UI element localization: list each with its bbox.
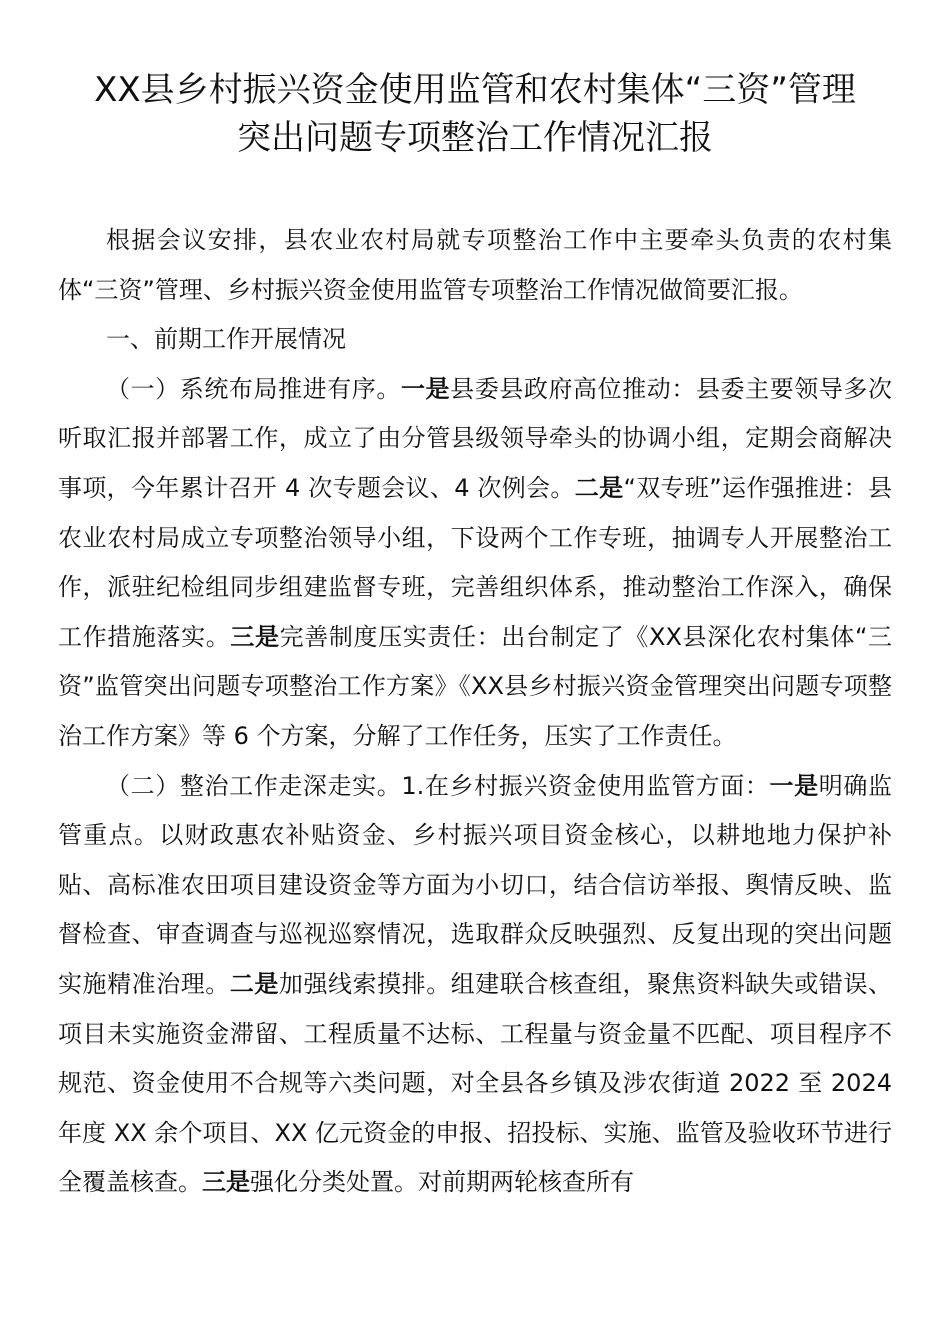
paragraph-system-layout — [58, 365, 892, 762]
point-text: 完善制度压实责任：出台制定了《XX县深化农村集体“三资”监管突出问题专项整治工作方案》《XX县乡村振兴资金管理突出问题专项整治工作方案》等 6 个方案，分解了工作任务，压实了工作责任。 — [58, 622, 893, 750]
point-text: 加强线索摸排。组建联合核查组，聚焦资料缺失或错误、项目未实施资金滞留、工程质量不达标、工程量与资金量不匹配、项目程序不规范、资金使用不合规等六类问题，对全县各乡镇及涉农街道 2022 至 2024 年度 XX 余个项目、XX 亿元资金的申报、招投标、实施、监管及验收环节进行全覆盖核查。 — [58, 969, 893, 1197]
title-line-1: XX县乡村振兴资金使用监管和农村集体“三资”管理 — [94, 70, 856, 110]
point-label: 二是 — [229, 969, 279, 998]
intro-paragraph: 根据会议安排，县农业农村局就专项整治工作中主要牵头负责的农村集体“三资”管理、乡村振兴资金使用监管专项整治工作情况做简要汇报。 — [58, 226, 892, 304]
point-text: “双专班”运作强推进：县农业农村局成立专项整治领导小组，下设两个工作专班，抽调专人开展整治工作，派驻纪检组同步组建监督专班，完善组织体系，推动整治工作深入，确保工作措施落实。 — [58, 473, 892, 651]
paragraph-lead: （一）系统布局推进有序。 — [106, 374, 401, 403]
point-label: 三是 — [202, 1168, 250, 1197]
point-text: 强化分类处置。对前期两轮核查所有 — [250, 1168, 634, 1197]
paragraph-rectification — [58, 762, 892, 1208]
section-heading: 一、前期工作开展情况 — [106, 325, 346, 354]
paragraph-lead: （二）整治工作走深走实。1.在乡村振兴资金使用监管方面： — [106, 771, 770, 800]
point-text: 县委县政府高位推动：县委主要领导多次听取汇报并部署工作，成立了由分管县级领导牵头的协调小组，定期会商解决事项，今年累计召开 4 次专题会议、4 次例会。 — [58, 374, 893, 502]
page-title — [40, 66, 910, 162]
title-line-2: 突出问题专项整治工作情况汇报 — [237, 118, 713, 158]
point-label: 二是 — [574, 473, 624, 502]
point-label: 一是 — [769, 771, 819, 800]
point-label: 三是 — [230, 622, 280, 651]
point-label: 一是 — [400, 374, 451, 403]
point-text: 明确监管重点。以财政惠农补贴资金、乡村振兴项目资金核心，以耕地地力保护补贴、高标准农田项目建设资金等方面为小切口，结合信访举报、舆情反映、监督检查、审查调查与巡视巡察情况，选取群众反映强烈、反复出现的突出问题实施精准治理。 — [58, 771, 892, 998]
document-body — [58, 216, 892, 1208]
